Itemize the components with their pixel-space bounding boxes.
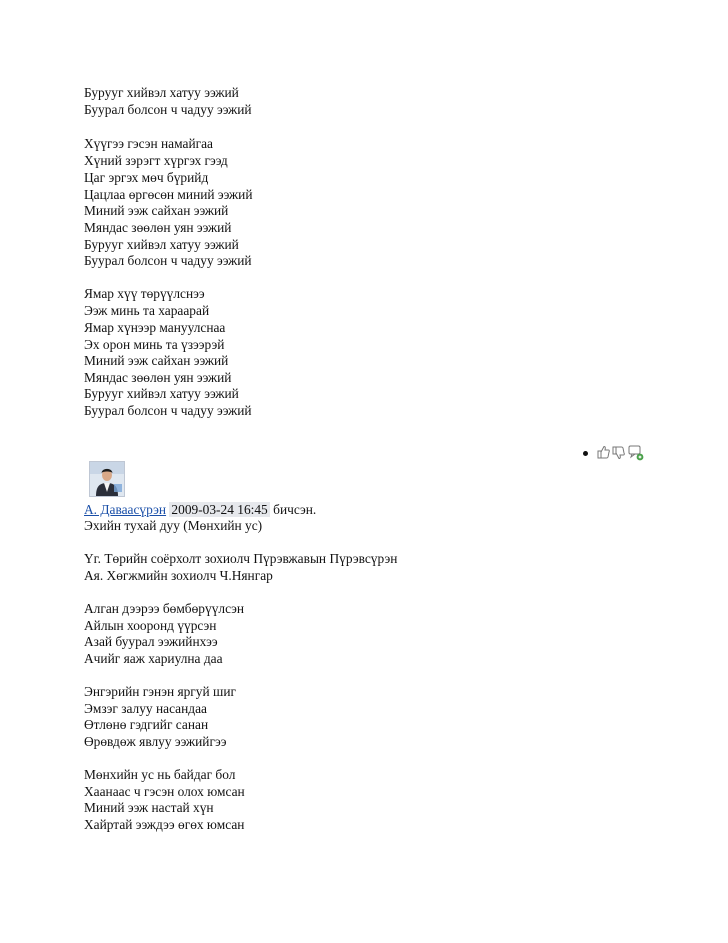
author-link[interactable]: А. Даваасүрэн — [84, 502, 167, 517]
poem-line: Хүүгээ гэсэн намайгаа — [84, 136, 213, 151]
poem-line: Бурууг хийвэл хатуу ээжий — [84, 237, 239, 252]
credit-line: Ая. Хөгжмийн зохиолч Ч.Нянгар — [84, 568, 273, 583]
author-avatar[interactable] — [89, 461, 125, 497]
poem-line: Буурал болсон ч чадуу ээжий — [84, 403, 252, 418]
poem-line: Ямар хүнээр мануулснаа — [84, 320, 226, 335]
thumbs-down-icon[interactable] — [612, 446, 625, 460]
poem-line: Ачийг яаж хариулна даа — [84, 651, 223, 666]
bullet-icon — [583, 451, 588, 456]
poem-line: Цацлаа өргөсөн миний ээжий — [84, 187, 253, 202]
post-header — [84, 502, 316, 518]
poem-line: Энгэрийн гэнэн яргуй шиг — [84, 684, 236, 699]
poem-line: Миний ээж сайхан ээжий — [84, 203, 229, 218]
poem-line: Бурууг хийвэл хатуу ээжий — [84, 386, 239, 401]
page — [84, 0, 684, 943]
poem-line: Ямар хүү төрүүлснээ — [84, 286, 205, 301]
poem-line: Ээж минь та харaарай — [84, 303, 210, 318]
post-actions — [583, 445, 645, 461]
poem-line: Буурал болсон ч чадуу ээжий — [84, 253, 252, 268]
poem-line: Бурууг хийвэл хатуу ээжий — [84, 85, 239, 100]
poem-line: Хүний зэрэгт хүргэх гээд — [84, 153, 228, 168]
poem-line: Мяндас зөөлөн уян ээжий — [84, 220, 232, 235]
poem-line: Хаанаас ч гэсэн олох юмсан — [84, 784, 245, 799]
post-date: 2009-03-24 16:45 — [171, 502, 268, 517]
poem-line: Өрөвдөж явлуу ээжийгээ — [84, 734, 227, 749]
poem-line: Буурал болсон ч чадуу ээжий — [84, 102, 252, 117]
poem-line: Азай буурал ээжийнхээ — [84, 634, 218, 649]
poem-line: Мөнхийн ус нь байдаг бол — [84, 767, 236, 782]
avatar-photo-icon — [90, 462, 124, 496]
poem-line: Мяндас зөөлөн уян ээжий — [84, 370, 232, 385]
poem-line: Миний ээж настай хүн — [84, 800, 214, 815]
post-title: Эхийн тухай дуу (Мөнхийн ус) — [84, 518, 263, 533]
poem-line: Эх орон минь та үзээрэй — [84, 337, 225, 352]
poem-line: Өтлөнө гэдгийг санан — [84, 717, 209, 732]
thumbs-up-icon[interactable] — [597, 445, 610, 459]
post-wrote-label: бичсэн. — [273, 502, 317, 517]
poem-line: Эмзэг залуу насандаа — [84, 701, 207, 716]
poem-line: Айлын хооронд үүрсэн — [84, 618, 217, 633]
poem-line: Миний ээж сайхан ээжий — [84, 353, 229, 368]
poem-line: Алган дээрээ бөмбөрүүлсэн — [84, 601, 245, 616]
credit-line: Үг. Төрийн соёрхолт зохиолч Пүрэвжавын Пүрэвсүрэн — [84, 551, 398, 566]
poem-line: Цаг эргэх мөч бүрийд — [84, 170, 209, 185]
reply-icon[interactable] — [628, 445, 644, 461]
poem-line: Хайртай ээждээ өгөх юмсан — [84, 817, 245, 832]
